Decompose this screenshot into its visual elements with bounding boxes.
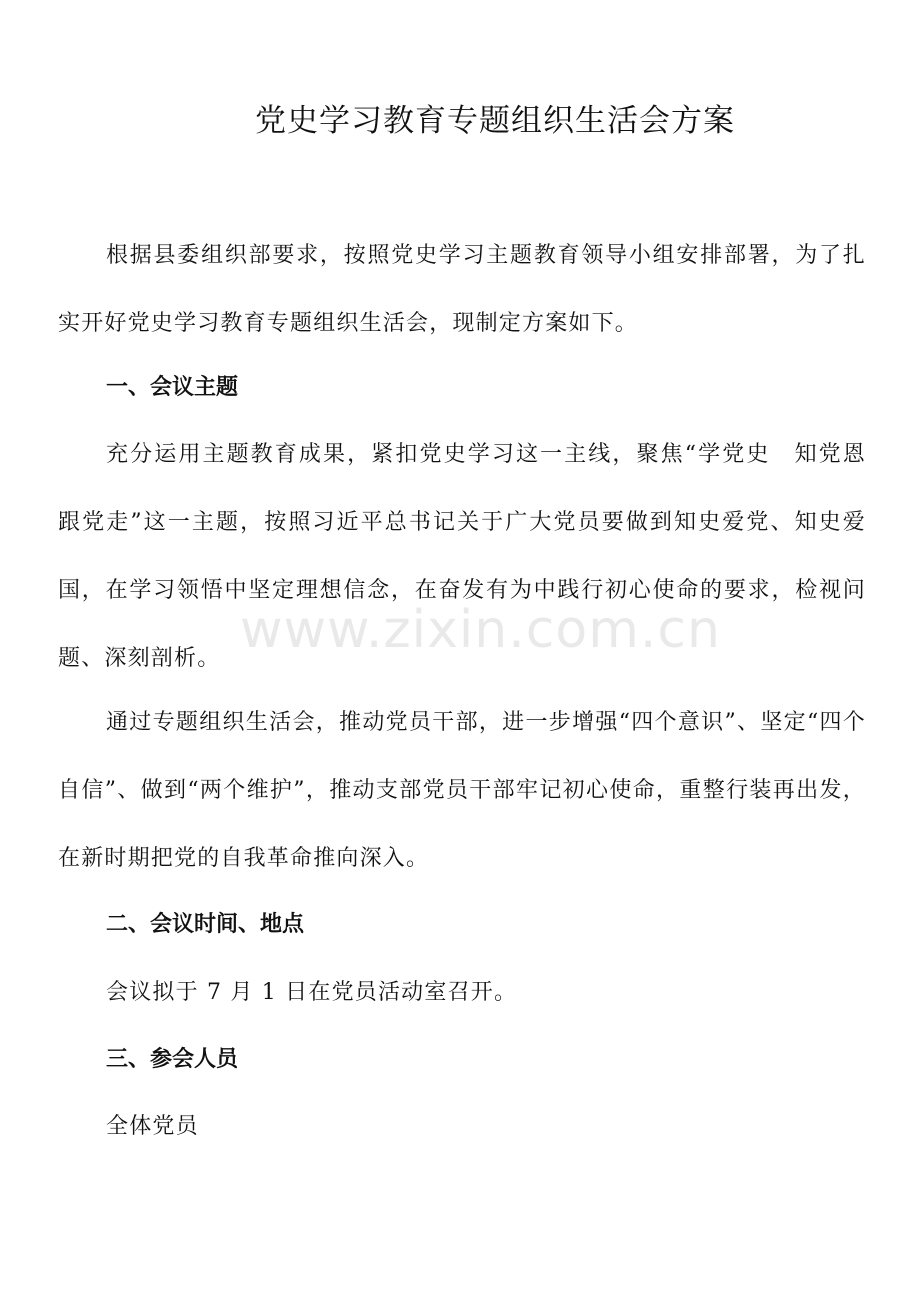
section1-heading: 一、会议主题 [106, 375, 239, 400]
section1-paragraph-2: 通过专题组织生活会，推动党员干部，进一步增强“四个意识”、坚定“四个自信”、做到“两个维护”，推动支部党员干部牢记初心使命，重整行装再出发，在新时期把党的自我革命推向深入。 [58, 710, 866, 871]
watermark: www.zixin.com.cn [240, 600, 721, 660]
intro-paragraph: 根据县委组织部要求，按照党史学习主题教育领导小组安排部署，为了扎实开好党史学习教育专题组织生活会，现制定方案如下。 [58, 243, 866, 336]
section2-heading: 二、会议时间、地点 [106, 912, 305, 937]
section3-heading: 三、参会人员 [106, 1047, 239, 1072]
section3-text: 全体党员 [106, 1114, 199, 1139]
document-title: 党史学习教育专题组织生活会方案 [255, 103, 735, 139]
section1-paragraph-1: 充分运用主题教育成果，紧扣党史学习这一主线，聚焦“学党史 知党恩 跟党走”这一主题，按照习近平总书记关于广大党员要做到知史爱党、知史爱国，在学习领悟中坚定理想信念，在奋发有为中践行初心使命的要求，检视问题、深刻剖析。 [58, 442, 866, 671]
section2-text: 会议拟于 7 月 1 日在党员活动室召开。 [106, 980, 518, 1005]
